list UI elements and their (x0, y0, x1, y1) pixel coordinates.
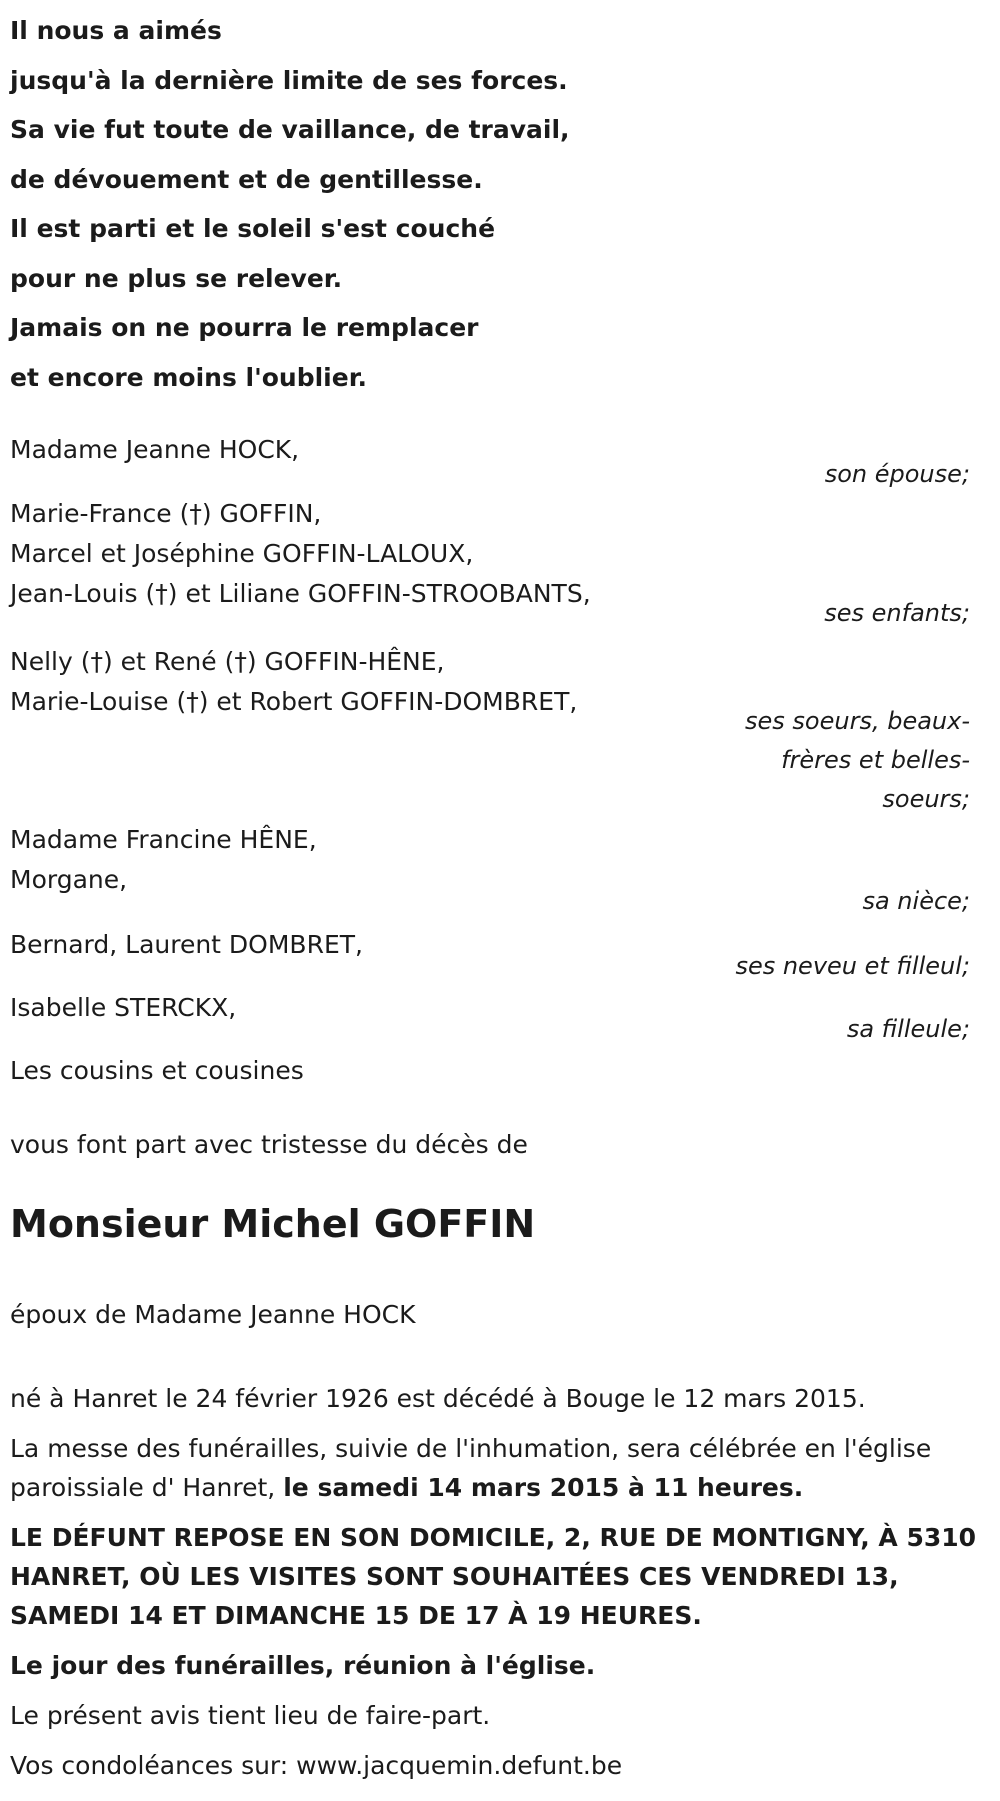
poem (10, 6, 630, 402)
niece-role: sa nièce; (862, 887, 970, 915)
poem-line: de dévouement et de gentillesse. (10, 164, 483, 194)
poem-line: Il est parti et le soleil s'est couché (10, 214, 496, 243)
sibling-name: Marie-Louise (†) et Robert GOFFIN-DOMBRET, (10, 687, 578, 716)
poem-line: Jamais on ne pourra le remplacer (10, 313, 479, 342)
family-goddaughter-group (10, 988, 970, 1043)
niece-name: Morgane, (10, 865, 128, 894)
condolences-line: Vos condoléances sur: www.jacquemin.defunt.be (10, 1751, 623, 1780)
deceased-name: Monsieur Michel GOFFIN (10, 1202, 536, 1246)
mass-paragraph (10, 1429, 990, 1507)
family-nephew-group (10, 925, 970, 980)
poem-line: pour ne plus se relever. (10, 263, 343, 293)
visit-notice: LE DÉFUNT REPOSE EN SON DOMICILE, 2, RUE DE MONTIGNY, À 5310 HANRET, OÙ LES VISITES SONT SOUHAITÉES CES VENDREDI 13, SAMEDI 14 ET DIMANCHE 15 DE 17 À 19 HEURES. (10, 1523, 977, 1630)
siblings-role-line: soeurs; (882, 785, 970, 813)
spouse-role: son épouse; (824, 460, 970, 488)
siblings-role-line: frères et belles- (781, 746, 970, 774)
faire-part-notice: Le présent avis tient lieu de faire-part. (10, 1701, 491, 1730)
niece-name: Madame Francine HÊNE, (10, 825, 317, 854)
children-role: ses enfants; (824, 599, 970, 627)
funeral-details (10, 1379, 990, 1785)
family-siblings-group (10, 642, 970, 813)
poem-line: Sa vie fut toute de vaillance, de travail, (10, 115, 570, 144)
sibling-name: Nelly (†) et René (†) GOFFIN-HÊNE, (10, 647, 445, 676)
child-name: Marcel et Joséphine GOFFIN-LALOUX, (10, 539, 474, 568)
mass-date: le samedi 14 mars 2015 à 11 heures. (283, 1473, 804, 1502)
child-name: Marie-France (†) GOFFIN, (10, 499, 322, 528)
nephew-name: Bernard, Laurent DOMBRET, (10, 930, 363, 959)
family-children-group (10, 494, 970, 627)
meeting-notice: Le jour des funérailles, réunion à l'église. (10, 1651, 596, 1680)
poem-line: Il nous a aimés (10, 16, 222, 45)
spouse-of-line: époux de Madame Jeanne HOCK (10, 1300, 416, 1329)
cousins-line: Les cousins et cousines (10, 1056, 304, 1085)
birth-death-line: né à Hanret le 24 février 1926 est décédé à Bouge le 12 mars 2015. (10, 1384, 866, 1413)
family-cousins-group (10, 1051, 970, 1091)
nephew-role: ses neveu et filleul; (735, 952, 970, 980)
goddaughter-name: Isabelle STERCKX, (10, 993, 237, 1022)
goddaughter-role: sa filleule; (846, 1015, 970, 1043)
announcement-intro: vous font part avec tristesse du décès de (10, 1130, 528, 1159)
mass-text: La messe des funérailles, suivie de l'inhumation, sera célébrée en l'église paroissiale d' Hanret, (10, 1434, 932, 1502)
child-name: Jean-Louis (†) et Liliane GOFFIN-STROOBANTS, (10, 579, 591, 608)
poem-line: et encore moins l'oublier. (10, 362, 367, 392)
siblings-role-line: ses soeurs, beaux- (745, 707, 970, 735)
spouse-name: Madame Jeanne HOCK, (10, 435, 300, 464)
poem-line: jusqu'à la dernière limite de ses forces. (10, 65, 568, 95)
family-niece-group (10, 820, 970, 915)
